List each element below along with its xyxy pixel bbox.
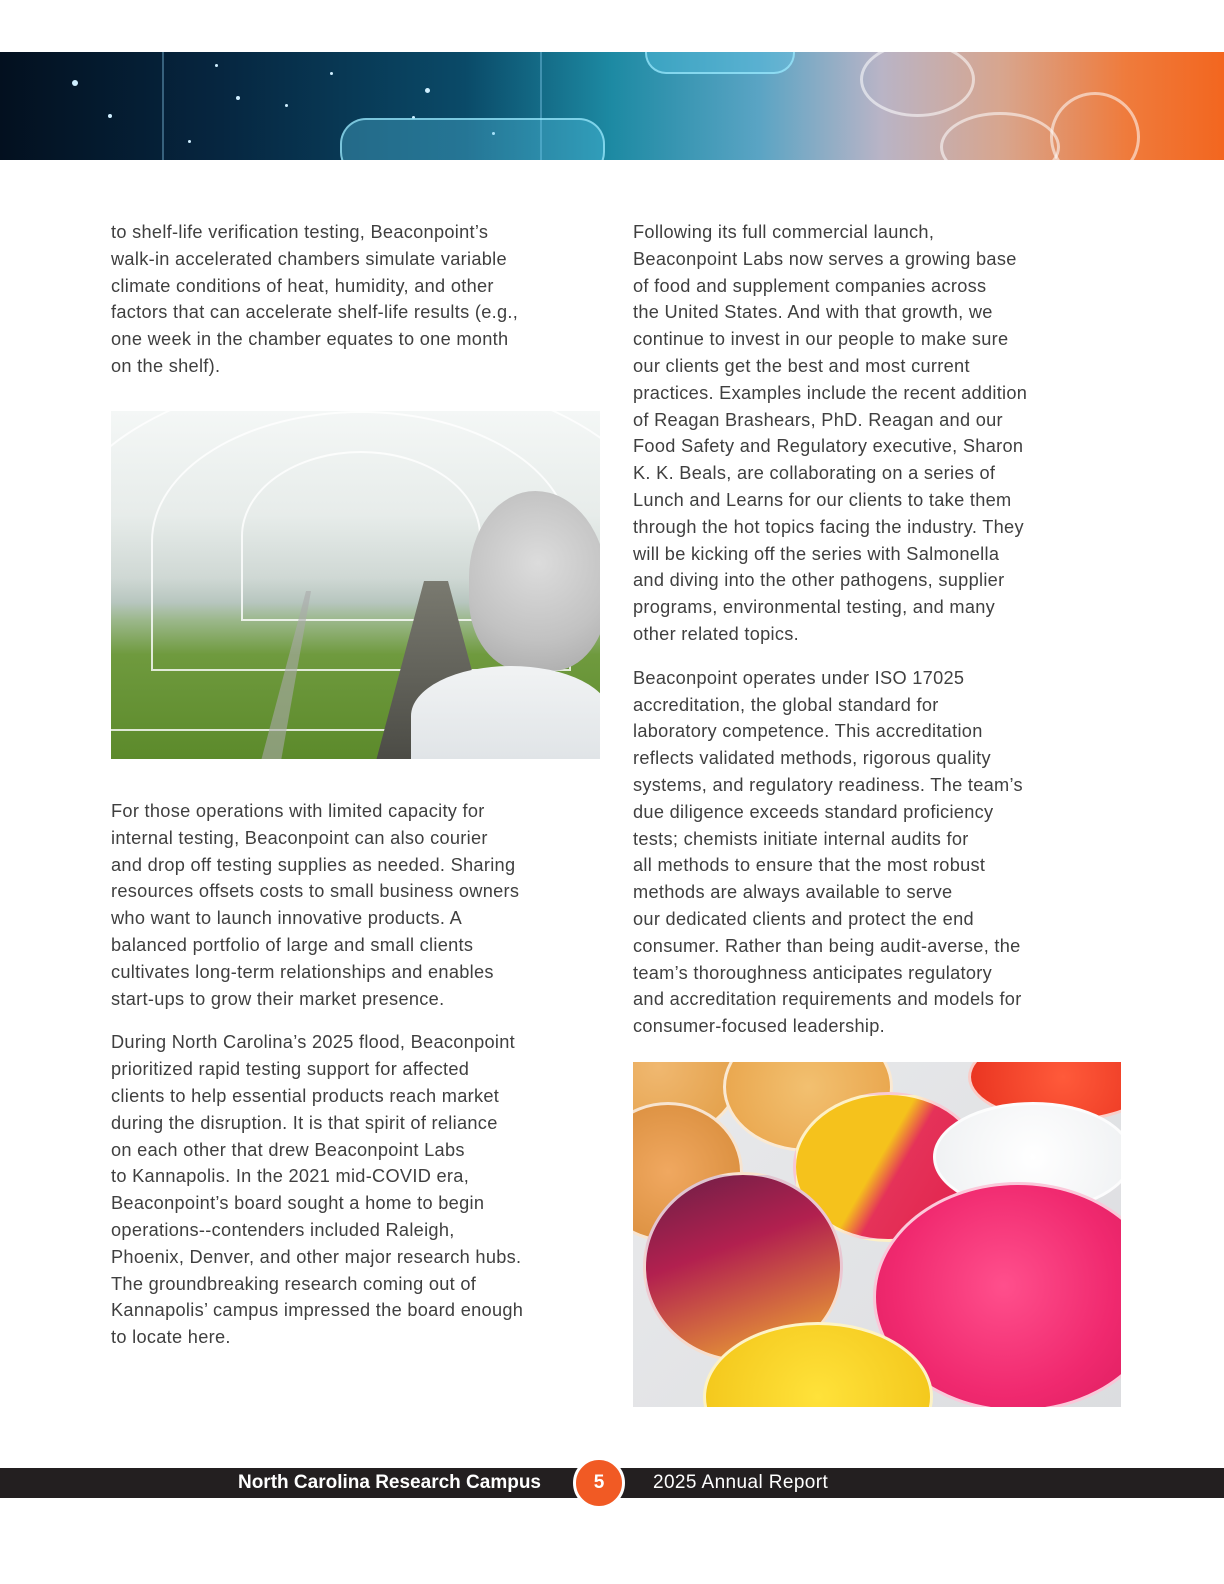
text-line: methods are always available to serve xyxy=(633,882,953,903)
text-line: our dedicated clients and protect the end xyxy=(633,908,974,929)
text-line: continue to invest in our people to make sure xyxy=(633,329,1009,350)
text-line: Lunch and Learns for our clients to take them xyxy=(633,489,1012,510)
text-line: Beaconpoint Labs now serves a growing base xyxy=(633,248,1017,269)
text-line: programs, environmental testing, and many xyxy=(633,597,996,618)
text-line: Beaconpoint operates under ISO 17025 xyxy=(633,667,965,688)
petri-dish-photo xyxy=(633,1062,1121,1407)
text-line: through the hot topics facing the industry. They xyxy=(633,516,1024,537)
text-line: consumer-focused leadership. xyxy=(633,1016,886,1037)
text-line: other related topics. xyxy=(633,623,800,644)
text-line: and accreditation requirements and models for xyxy=(633,989,1022,1010)
text-line: prioritized rapid testing support for affected xyxy=(111,1059,470,1080)
paragraph-commercial-launch xyxy=(633,219,1113,648)
text-line: Kannapolis’ campus impressed the board enough xyxy=(111,1300,524,1321)
text-line: our clients get the best and most current xyxy=(633,355,970,376)
text-line: reflects validated methods, rigorous quality xyxy=(633,748,991,769)
text-line: balanced portfolio of large and small clients xyxy=(111,934,474,955)
text-line: climate conditions of heat, humidity, and other xyxy=(111,275,494,296)
text-line: Beaconpoint’s board sought a home to begin xyxy=(111,1193,485,1214)
text-line: on the shelf). xyxy=(111,355,221,376)
text-line: Food Safety and Regulatory executive, Sharon xyxy=(633,436,1024,457)
text-line: factors that can accelerate shelf-life results (e.g., xyxy=(111,302,519,323)
text-line: During North Carolina’s 2025 flood, Beaconpoint xyxy=(111,1032,516,1053)
text-line: tests; chemists initiate internal audits for xyxy=(633,828,969,849)
text-line: clients to help essential products reach market xyxy=(111,1085,500,1106)
page-number-badge xyxy=(573,1457,625,1509)
text-line: K. K. Beals, are collaborating on a series of xyxy=(633,463,996,484)
greenhouse-photo xyxy=(111,411,600,759)
text-line: will be kicking off the series with Salmonella xyxy=(633,543,1000,564)
text-line: team’s thoroughness anticipates regulatory xyxy=(633,962,993,983)
text-line: The groundbreaking research coming out of xyxy=(111,1273,477,1294)
text-line: to Kannapolis. In the 2021 mid-COVID era, xyxy=(111,1166,470,1187)
right-column-text xyxy=(633,219,1113,1040)
text-line: all methods to ensure that the most robust xyxy=(633,855,986,876)
text-line: due diligence exceeds standard proficiency xyxy=(633,801,994,822)
paragraph-operations xyxy=(111,798,591,1012)
text-line: systems, and regulatory readiness. The team’s xyxy=(633,774,1023,795)
text-line: Phoenix, Denver, and other major research hubs. xyxy=(111,1246,522,1267)
text-line: one week in the chamber equates to one month xyxy=(111,329,509,350)
footer-report-title: 2025 Annual Report xyxy=(653,1472,829,1493)
text-line: start-ups to grow their market presence. xyxy=(111,988,445,1009)
text-line: to shelf-life verification testing, Beaconpoint’s xyxy=(111,222,489,242)
text-line: operations--contenders included Raleigh, xyxy=(111,1219,455,1240)
text-line: of food and supplement companies across xyxy=(633,275,987,296)
text-line: on each other that drew Beaconpoint Labs xyxy=(111,1139,465,1160)
page-number: 5 xyxy=(593,1472,605,1493)
text-line: accreditation, the global standard for xyxy=(633,694,939,715)
header-banner-image xyxy=(0,52,1224,160)
text-line: practices. Examples include the recent addition xyxy=(633,382,1028,403)
left-column-intro-text xyxy=(111,219,591,380)
text-line: during the disruption. It is that spirit of reliance xyxy=(111,1112,498,1133)
text-line: internal testing, Beaconpoint can also courier xyxy=(111,827,488,848)
text-line: Following its full commercial launch, xyxy=(633,222,935,242)
text-line: consumer. Rather than being audit-averse, the xyxy=(633,935,1021,956)
text-line: For those operations with limited capacity for xyxy=(111,801,485,821)
text-line: laboratory competence. This accreditation xyxy=(633,721,983,742)
text-line: walk-in accelerated chambers simulate variable xyxy=(111,248,507,269)
text-line: cultivates long-term relationships and enables xyxy=(111,961,494,982)
text-line: of Reagan Brashears, PhD. Reagan and our xyxy=(633,409,1003,430)
text-line: to locate here. xyxy=(111,1327,231,1348)
paragraph-flood xyxy=(111,1029,591,1351)
text-line: the United States. And with that growth, we xyxy=(633,302,993,323)
left-column-body-text xyxy=(111,798,591,1351)
text-line: and drop off testing supplies as needed. Sharing xyxy=(111,854,516,875)
footer-organization-name: North Carolina Research Campus xyxy=(237,1472,541,1493)
text-line: and diving into the other pathogens, supplier xyxy=(633,570,1005,591)
text-line: who want to launch innovative products. A xyxy=(111,908,462,929)
text-line: resources offsets costs to small business owners xyxy=(111,881,520,902)
paragraph-iso-accreditation xyxy=(633,665,1113,1040)
